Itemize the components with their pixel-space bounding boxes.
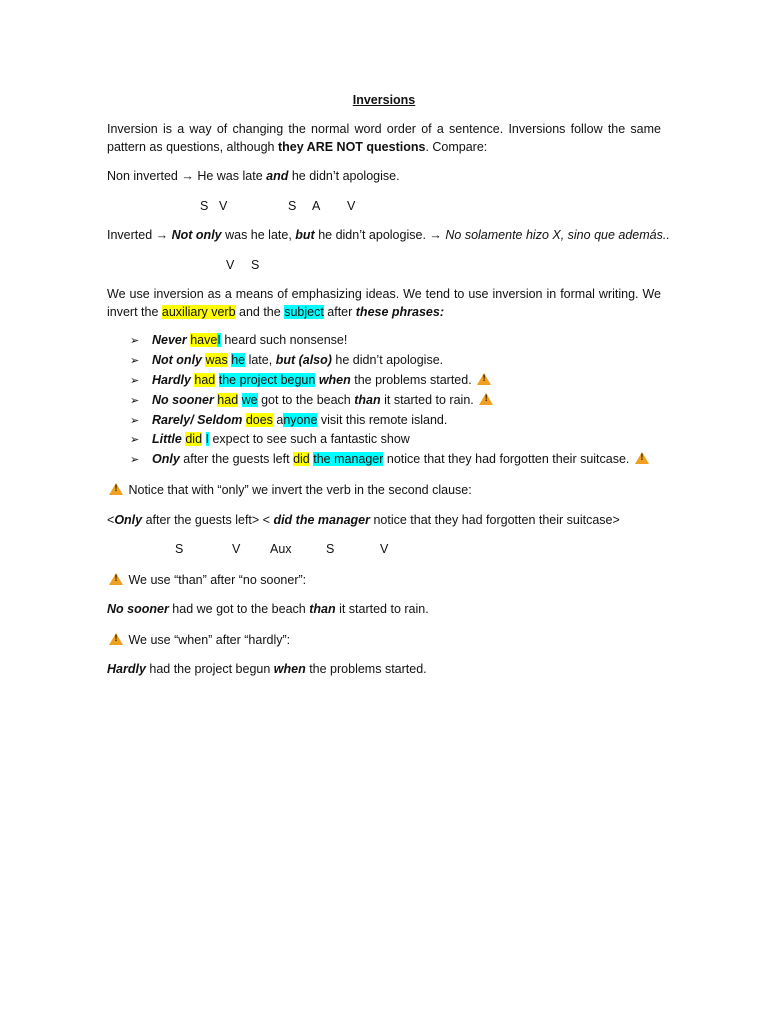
arrow-icon: → [429, 228, 442, 242]
warning-icon [635, 452, 649, 464]
arrow-bullet-icon: ➢ [130, 375, 140, 387]
label: V [347, 199, 356, 213]
list-item: ➢ Never haveI heard such nonsense! [130, 333, 348, 347]
usage-line-1: We use inversion as a means of emphasizing ideas. We tend to use inversion in formal writing. We [107, 287, 661, 301]
label: V [380, 542, 389, 556]
notice-than: ! We use “than” after “no sooner”: [107, 573, 306, 587]
list-item: ➢ Not only was he late, but (also) he didn’t apologise. [130, 353, 444, 367]
label: V [232, 542, 241, 556]
arrow-bullet-icon: ➢ [130, 434, 140, 446]
arrow-icon: → [181, 169, 194, 183]
list-item: ➢ Rarely/ Seldom does anyone visit this remote island. [130, 413, 448, 427]
arrow-icon: → [155, 228, 169, 242]
when-example: Hardly had the project begun when the problems started. [107, 662, 427, 676]
label: S [251, 258, 260, 272]
intro-line-2: pattern as questions, although they ARE NOT questions. Compare: [107, 140, 488, 154]
label: V [226, 258, 235, 272]
arrow-bullet-icon: ➢ [130, 355, 140, 367]
notice-when: ! We use “when” after “hardly”: [107, 633, 290, 647]
than-example: No sooner had we got to the beach than it started to rain. [107, 602, 429, 616]
label: Aux [270, 542, 292, 556]
arrow-bullet-icon: ➢ [130, 415, 140, 427]
list-item: ➢ Little did I expect to see such a fantastic show [130, 432, 410, 446]
intro-line-1: Inversion is a way of changing the normal word order of a sentence. Inversions follow the same [107, 122, 661, 136]
warning-icon [477, 373, 491, 385]
label: S [175, 542, 184, 556]
label: S [288, 199, 297, 213]
warning-icon [479, 393, 493, 405]
non-inverted-example: Non inverted → He was late and he didn’t apologise. [107, 169, 400, 183]
warning-icon [109, 633, 123, 645]
only-example: <Only after the guests left> < did the manager notice that they had forgotten their suitcase> [107, 513, 620, 527]
arrow-bullet-icon: ➢ [130, 454, 140, 466]
warning-icon [109, 573, 123, 585]
usage-line-2: invert the auxiliary verb and the subject after these phrases: [107, 305, 444, 319]
list-item: ➢ No sooner had we got to the beach than it started to rain. ! [130, 393, 495, 407]
arrow-bullet-icon: ➢ [130, 395, 140, 407]
arrow-bullet-icon: ➢ [130, 335, 140, 347]
label: V [219, 199, 228, 213]
label: A [312, 199, 321, 213]
inverted-example: Inverted → Not only was he late, but he didn’t apologise. → No solamente hizo X, sino que además.. [107, 228, 670, 242]
warning-icon [109, 483, 123, 495]
list-item: ➢ Only after the guests left did the manager notice that they had forgotten their suitcase. ! [130, 452, 651, 466]
list-item: ➢ Hardly had the project begun when the problems started. ! [130, 373, 493, 387]
label: S [200, 199, 209, 213]
label: S [326, 542, 335, 556]
notice-only: ! Notice that with “only” we invert the verb in the second clause: [107, 483, 472, 497]
page-title: Inversions [352, 93, 416, 107]
